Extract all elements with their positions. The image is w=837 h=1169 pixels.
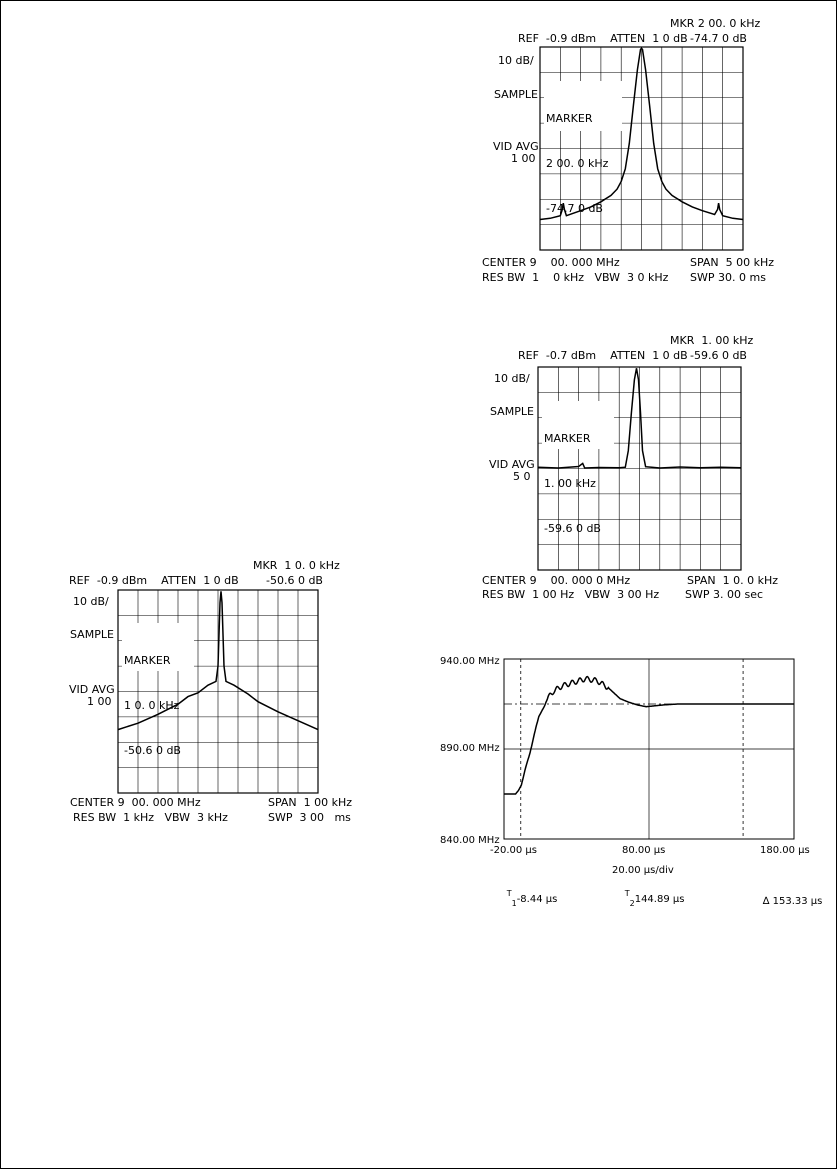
marker-frequency-header: MKR 2 00. 0 kHz bbox=[670, 17, 761, 30]
span-label: SPAN 1 00 kHz bbox=[268, 796, 353, 809]
marker-t1-readout bbox=[494, 883, 557, 916]
marker-readout-frequency: 2 00. 0 kHz bbox=[546, 157, 609, 170]
marker-t2-readout bbox=[612, 883, 684, 916]
settling-plot bbox=[504, 659, 794, 839]
detector-mode-label: SAMPLE bbox=[494, 88, 538, 101]
x-tick-label-middle: 80.00 µs bbox=[622, 845, 666, 856]
video-average-label: VID AVG bbox=[69, 683, 115, 696]
delta-symbol: ∆ bbox=[762, 896, 770, 907]
delta-value: 153.33 µs bbox=[772, 896, 823, 907]
marker-level-header: -74.7 0 dB bbox=[690, 32, 747, 45]
marker-readout-frequency: 1. 00 kHz bbox=[544, 477, 596, 490]
spectrum-display-2 bbox=[480, 335, 780, 610]
marker-readout-title: MARKER bbox=[544, 432, 591, 445]
marker-readout-title: MARKER bbox=[546, 112, 593, 125]
marker-level-header: -50.6 0 dB bbox=[266, 574, 323, 587]
bandwidth-label: RES BW 1 00 Hz VBW 3 00 Hz bbox=[482, 588, 660, 601]
y-tick-label-middle: 890.00 MHz bbox=[440, 743, 500, 754]
sweep-time-label: SWP 3 00 ms bbox=[268, 811, 351, 824]
scale-label: 10 dB/ bbox=[498, 54, 534, 67]
spectrum-display-1 bbox=[480, 15, 780, 290]
video-average-value: 1 00 bbox=[87, 695, 112, 708]
y-tick-label-bottom: 840.00 MHz bbox=[440, 835, 500, 846]
marker-readout-box bbox=[124, 623, 181, 788]
marker-frequency-header: MKR 1 0. 0 kHz bbox=[253, 559, 340, 572]
reference-level-header: REF -0.9 dBm ATTEN 1 0 dB bbox=[69, 574, 239, 587]
scale-label: 10 dB/ bbox=[73, 595, 109, 608]
detector-mode-label: SAMPLE bbox=[490, 405, 534, 418]
marker-readout-level: -50.6 0 dB bbox=[124, 744, 181, 757]
marker-t2-subscript: 2 bbox=[629, 899, 635, 908]
video-average-value: 1 00 bbox=[511, 152, 536, 165]
marker-readout-level: -74.7 0 dB bbox=[546, 202, 603, 215]
reference-level-header: REF -0.7 dBm ATTEN 1 0 dB bbox=[518, 349, 688, 362]
spectrum-display-3 bbox=[68, 558, 368, 833]
x-tick-label-left: -20.00 µs bbox=[490, 845, 537, 856]
marker-frequency-header: MKR 1. 00 kHz bbox=[670, 334, 754, 347]
center-frequency-label: CENTER 9 00. 000 0 MHz bbox=[482, 574, 631, 587]
marker-readout-box bbox=[544, 401, 601, 566]
sweep-time-label: SWP 3. 00 sec bbox=[685, 588, 764, 601]
sweep-time-label: SWP 30. 0 ms bbox=[690, 271, 766, 284]
marker-readout-box bbox=[546, 81, 608, 246]
time-scale-label: 20.00 µs/div bbox=[612, 865, 674, 876]
reference-level-header: REF -0.9 dBm ATTEN 1 0 dB bbox=[518, 32, 688, 45]
bandwidth-label: RES BW 1 kHz VBW 3 kHz bbox=[73, 811, 228, 824]
marker-level-header: -59.6 0 dB bbox=[690, 349, 747, 362]
bandwidth-label: RES BW 1 0 kHz VBW 3 0 kHz bbox=[482, 271, 669, 284]
marker-t2-symbol: T bbox=[624, 889, 630, 898]
x-tick-label-right: 180.00 µs bbox=[760, 845, 810, 856]
video-average-label: VID AVG bbox=[493, 140, 539, 153]
y-tick-label-top: 940.00 MHz bbox=[440, 656, 500, 667]
marker-t1-symbol: T bbox=[506, 889, 512, 898]
span-label: SPAN 1 0. 0 kHz bbox=[687, 574, 779, 587]
scale-label: 10 dB/ bbox=[494, 372, 530, 385]
span-label: SPAN 5 00 kHz bbox=[690, 256, 775, 269]
frequency-settling-chart bbox=[438, 655, 833, 915]
marker-delta-readout bbox=[750, 885, 822, 918]
marker-readout-level: -59.6 0 dB bbox=[544, 522, 601, 535]
marker-t2-value: 144.89 µs bbox=[634, 894, 685, 905]
center-frequency-label: CENTER 9 00. 000 MHz bbox=[482, 256, 620, 269]
marker-t1-subscript: 1 bbox=[511, 899, 517, 908]
video-average-label: VID AVG bbox=[489, 458, 535, 471]
center-frequency-label: CENTER 9 00. 000 MHz bbox=[70, 796, 201, 809]
video-average-value: 5 0 bbox=[513, 470, 531, 483]
marker-t1-value: -8.44 µs bbox=[516, 894, 558, 905]
marker-readout-frequency: 1 0. 0 kHz bbox=[124, 699, 180, 712]
marker-readout-title: MARKER bbox=[124, 654, 171, 667]
detector-mode-label: SAMPLE bbox=[70, 628, 114, 641]
